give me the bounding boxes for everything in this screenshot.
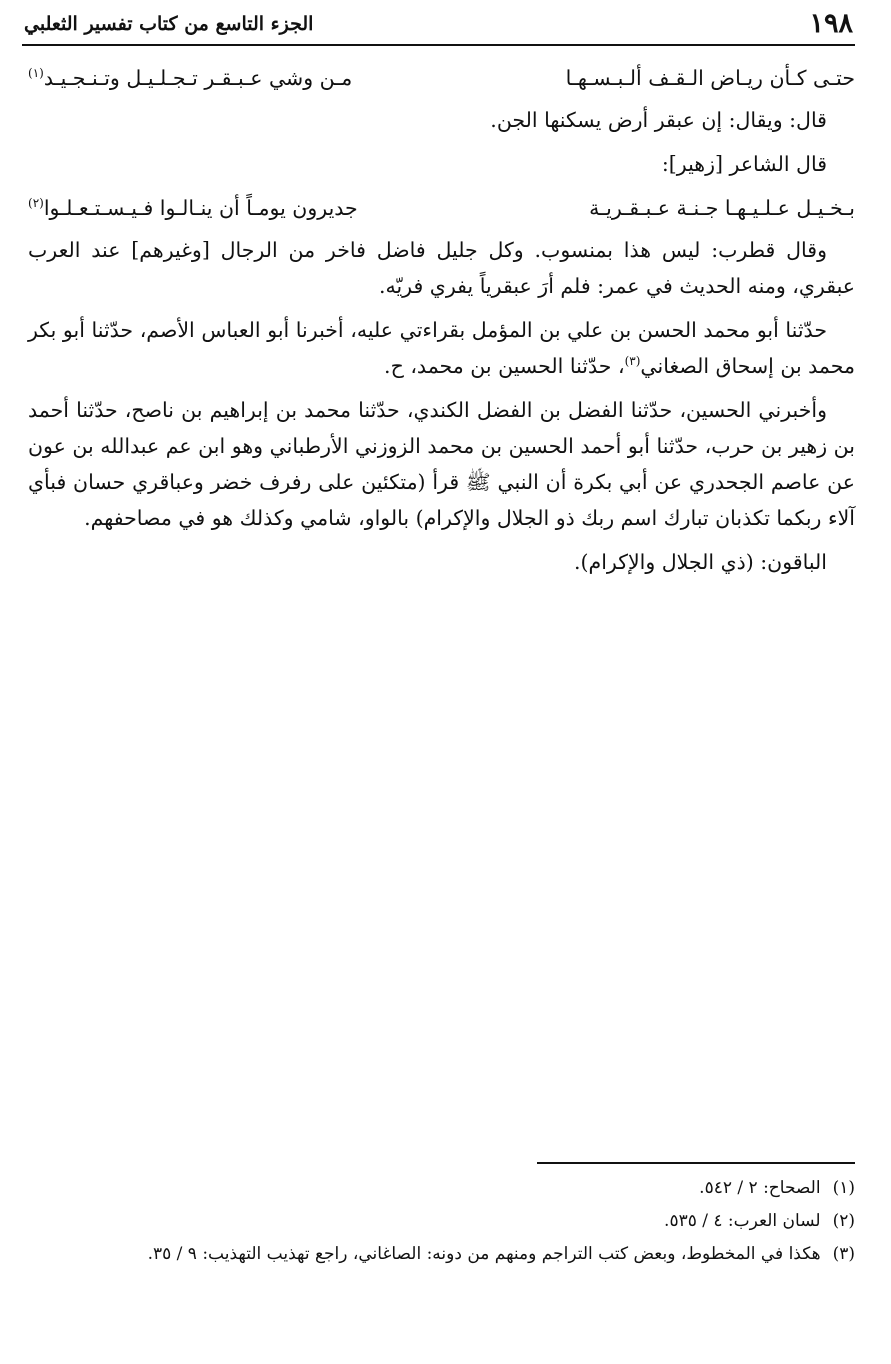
footnote-2: [28, 1205, 855, 1238]
paragraph-poet: قال الشاعر [زهير]:: [661, 152, 827, 176]
footnote-2-number: (٢): [832, 1211, 855, 1231]
verse-1-second-hemistich: [28, 60, 352, 96]
verse-2-first-hemistich: بـخـيـل عـلـيـهـا جـنـة عـبـقـريـة: [589, 196, 855, 220]
paragraph-qal: قال: ويقال: إن عبقر أرض يسكنها الجن.: [490, 108, 827, 132]
page-number: ١٩٨: [809, 8, 853, 39]
verse-2: [28, 190, 855, 226]
footnote-marker-2: (٢): [28, 196, 44, 211]
footnote-3-text: هكذا في المخطوط، وبعض كتب التراجم ومنهم من دونه: الصاغاني، راجع تهذيب التهذيب: ٩ / ٣٥.: [147, 1244, 821, 1264]
verse-2-second-hemistich: [28, 190, 358, 226]
footnote-3: [28, 1238, 855, 1271]
isnad-1-text-before: حدّثنا أبو محمد الحسن بن علي بن المؤمل بقراءتي عليه، أخبرنا أبو العباس الأصم، حدّثنا أبو بكر محمد بن إسحاق الصغاني: [28, 318, 855, 378]
footnote-2-text: لسان العرب: ٤ / ٥٣٥.: [664, 1211, 821, 1231]
paragraph-qutrub: وقال قطرب: ليس هذا بمنسوب. وكل جليل فاضل فاخر من الرجال [وغيرهم] عند العرب عبقري، ومنه الحديث في عمر: فلم أرَ عبقرياً يفري فريّه.: [28, 238, 855, 298]
isnad-1-text-after: ، حدّثنا الحسين بن محمد، ح.: [384, 354, 625, 378]
header-rule: [22, 44, 855, 46]
paragraph-baqun: الباقون: (ذي الجلال والإكرام).: [573, 550, 827, 574]
footnote-marker-3: (٣): [624, 354, 641, 369]
main-text: [28, 56, 855, 588]
verse-2-second-hemistich-text: جديرون يومـاً أن ينـالـوا فـيـسـتـعـلـوا: [43, 196, 358, 220]
verse-1-second-hemistich-text: مـن وشي عـبـقـر تـجـلـيـل وتـنـجـيـد: [43, 66, 353, 90]
paragraph-isnad-1: [28, 312, 855, 384]
footnote-1-text: الصحاح: ٢ / ٥٤٢.: [699, 1178, 821, 1198]
verse-1: [28, 60, 855, 96]
footnote-1: [28, 1172, 855, 1205]
footnote-marker-1: (١): [28, 66, 44, 81]
running-title: الجزء التاسع من كتاب تفسير الثعلبي: [24, 13, 314, 35]
footnote-1-number: (١): [832, 1178, 855, 1198]
footnote-3-number: (٣): [832, 1244, 855, 1264]
verse-1-first-hemistich: حتـى كـأن ريـاض الـقـف ألـبـسـهـا: [565, 66, 855, 90]
paragraph-isnad-2: وأخبرني الحسين، حدّثنا الفضل بن الفضل الكندي، حدّثنا محمد بن إبراهيم بن ناصح، حدّثنا أحمد بن زهير بن حرب، حدّثنا أبو أحمد الحسين بن محمد الزوزني الأرطباني وهو ابن عم عبدالله بن عون عن عاصم الجحدري عن أبي بكرة أن النبي ﷺ قرأ (متكئين على رفرف خضر وعباقري حسان فبأي آلاء ربكما تكذبان تبارك اسم ربك ذو الجلال والإكرام) بالواو، شامي وكذلك هو في مصاحفهم.: [28, 398, 855, 530]
footnote-rule: [537, 1162, 855, 1164]
footnotes: [28, 1172, 855, 1271]
page-header: [24, 8, 853, 44]
